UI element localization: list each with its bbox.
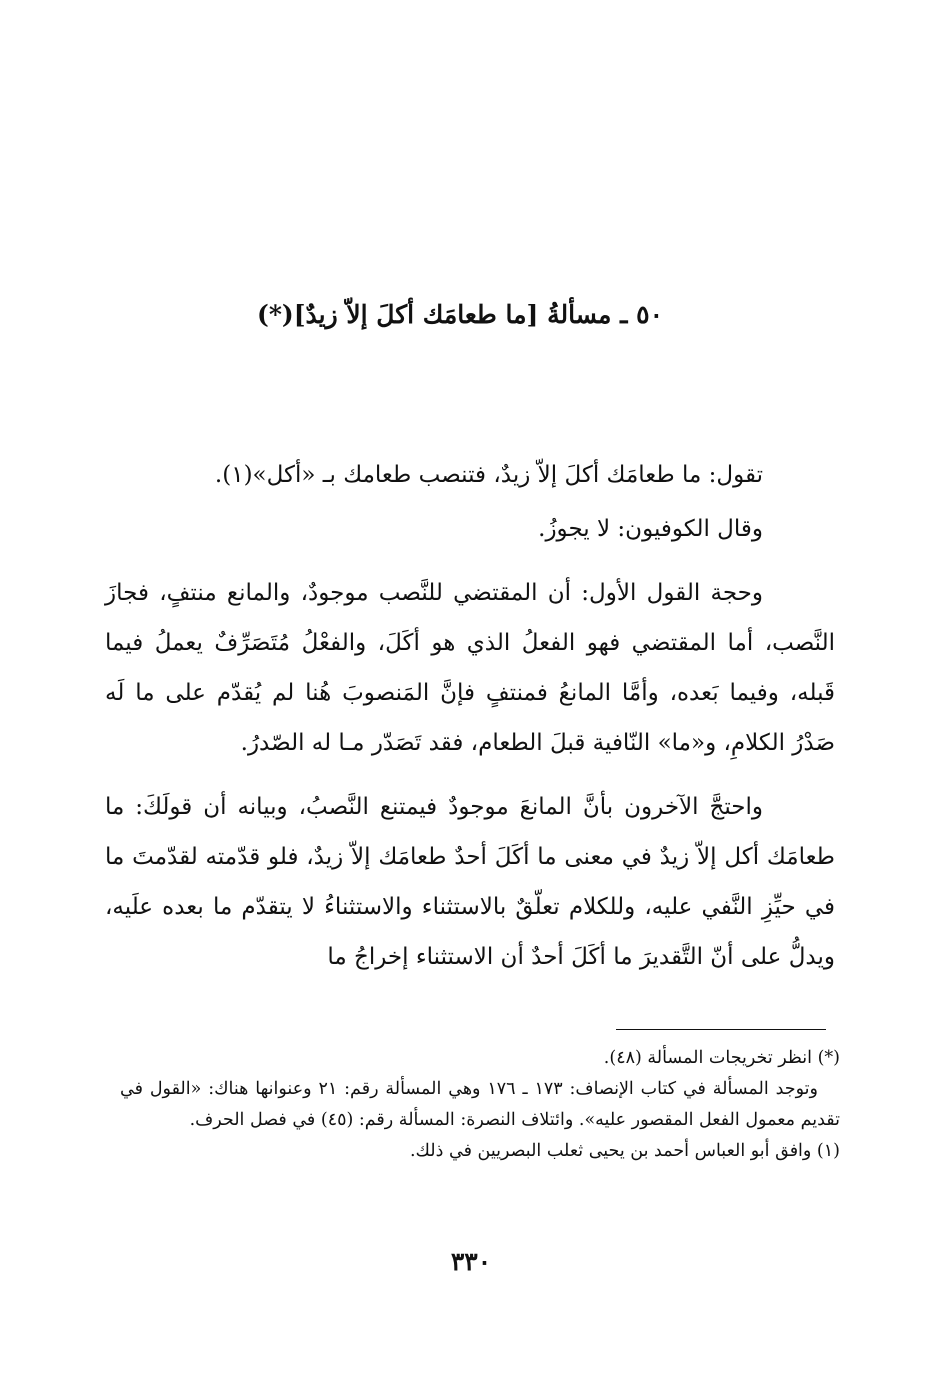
paragraph-4: واحتجَّ الآخرون بأنَّ المانعَ موجودٌ فيمتنع النَّصبُ، وبيانه أن قولَكَ: ما طعامَك أكل إلاّ زيدٌ في معنى ما أكَلَ أحدٌ طعامَك إلاّ زيدٌ، فلو قدّمته لقدّمتَ ما في حيِّزِ النَّفي عليه، وللكلام تعلّقٌ بالاستثناء والاستثناءُ لا يتقدّم ما بعده علَيه، ويدلُّ على أنّ التَّقديرَ ما أكَلَ أحدٌ أن الاستثناء إخراجُ ما bbox=[105, 794, 835, 970]
footnotes bbox=[120, 1043, 840, 1167]
footnote-star-continuation: وتوجد المسألة في كتاب الإنصاف: ١٧٣ ـ ١٧٦ وهي المسألة رقم: ٢١ وعنوانها هناك: «القول في تقديم معمول الفعل المقصور عليه». وائتلاف النصرة: المسألة رقم: (٤٥) في فصل الحرف. bbox=[120, 1079, 840, 1130]
section-title: ٥٠ ـ مسألةُ [ما طعامَك أكلَ إلاّ زيدٌ](*) bbox=[256, 299, 663, 329]
paragraph-3: وحجة القول الأول: أن المقتضي للنَّصب موجودٌ، والمانع منتفٍ، فجازَ النَّصب، أما المقتضي فهو الفعلُ الذي هو أكَلَ، والفعْلُ مُتَصَرِّفٌ يعملُ فيما قَبله، وفيما بَعده، وأمَّا المانعُ فمنتفٍ فإنَّ المَنصوبَ هُنا لم يُقدّم على ما لَه صَدْرُ الكلامِ، و«ما» النّافية قبلَ الطعام، فقد تَصَدّر مـا له الصّدرُ. bbox=[105, 580, 835, 756]
footnote-1: (١) وافق أبو العباس أحمد بن يحيى ثعلب البصريين في ذلك. bbox=[409, 1141, 840, 1161]
page-number: ٣٣٠ bbox=[450, 1247, 492, 1276]
paragraph-2: وقال الكوفيون: لا يجوزُ. bbox=[538, 516, 763, 542]
footnote-star: (*) انظر تخريجات المسألة (٤٨). bbox=[603, 1048, 840, 1068]
paragraph-1: تقول: ما طعامَك أكلَ إلاّ زيدٌ، فتنصب طعامك بـ «أكل»(١). bbox=[214, 462, 763, 488]
footnote-separator bbox=[616, 1029, 826, 1030]
main-text bbox=[105, 450, 835, 982]
